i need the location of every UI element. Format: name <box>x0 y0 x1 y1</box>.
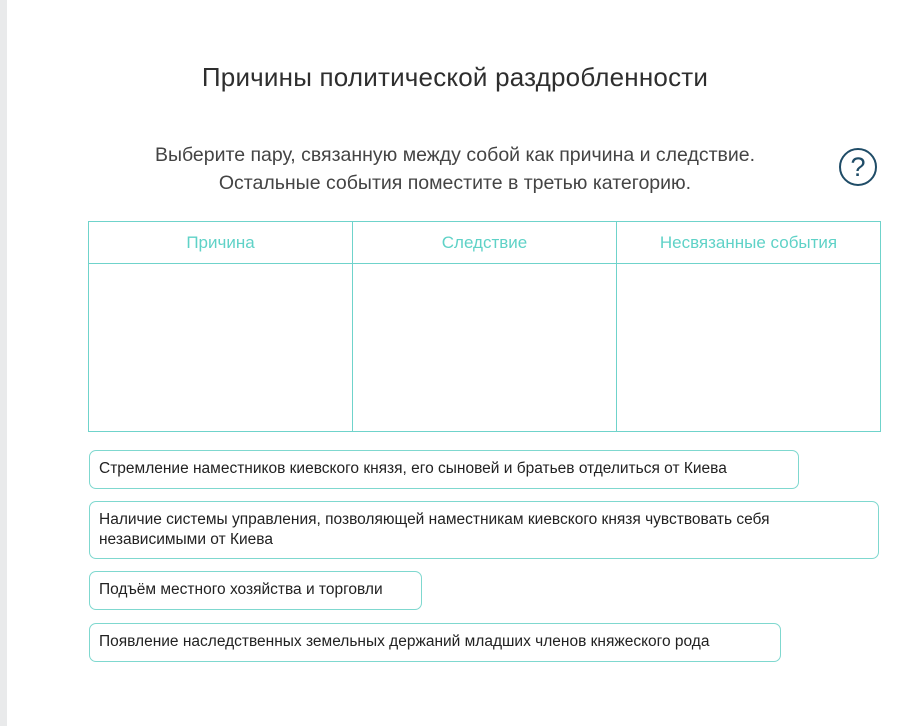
column-header-unrelated: Несвязанные события <box>617 222 880 264</box>
column-header-consequence: Следствие <box>353 222 616 264</box>
task-instruction: Выберите пару, связанную между собой как причина и следствие. Остальные события поместите в третью категорию. <box>154 144 756 194</box>
draggable-event-card[interactable]: Стремление наместников киевского князя, его сыновей и братьев отделиться от Киева <box>89 450 799 489</box>
draggable-event-card[interactable]: Подъём местного хозяйства и торговли <box>89 571 422 610</box>
help-button[interactable] <box>839 148 877 186</box>
page-title: Причины политической раздробленности <box>201 62 709 92</box>
drop-zone-cause[interactable] <box>89 264 352 431</box>
drop-zone-unrelated[interactable] <box>617 264 880 431</box>
column-header-cause: Причина <box>89 222 352 264</box>
drop-zone-consequence[interactable] <box>353 264 616 431</box>
category-table <box>88 221 881 432</box>
draggable-event-card[interactable]: Появление наследственных земельных держаний младших членов княжеского рода <box>89 623 781 662</box>
question-mark-icon: ? <box>850 151 866 182</box>
column-cause <box>89 222 353 431</box>
left-edge-shade <box>0 0 7 726</box>
draggable-event-card[interactable]: Наличие системы управления, позволяющей наместникам киевского князя чувствовать себя независимыми от Киева <box>89 501 879 559</box>
column-consequence <box>353 222 617 431</box>
column-unrelated <box>617 222 880 431</box>
